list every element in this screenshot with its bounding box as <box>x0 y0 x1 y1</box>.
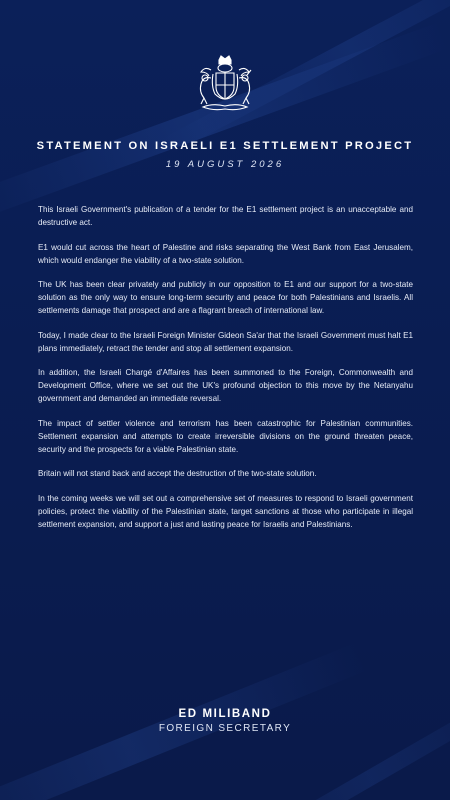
statement-paragraph: Britain will not stand back and accept the destruction of the two-state solution. <box>38 469 317 478</box>
statement-paragraph: This Israeli Government's publication of a tender for the E1 settlement project is an unacceptable and destructive act. <box>38 205 413 227</box>
statement-paragraph: The UK has been clear privately and publicly in our opposition to E1 and our support for a two-state solution as the only way to ensure long-term security and peace for both Palestinians and Israelis. All settlements damage that prospect and are a flagrant breach of international law. <box>38 280 413 315</box>
royal-coat-of-arms-icon <box>191 54 259 114</box>
statement-paragraph: The impact of settler violence and terrorism has been catastrophic for Palestinian communities. Settlement expansion and attempts to create irreversible divisions on the ground threaten peace, security and the prospects for a viable Palestinian state. <box>38 418 413 454</box>
signatory-role: FOREIGN SECRETARY <box>158 723 292 734</box>
statement-paragraph: E1 would cut across the heart of Palestine and risks separating the West Bank from East Jerusalem, which would endanger the viability of a two-state solution. <box>38 242 413 265</box>
statement-paragraph: Today, I made clear to the Israeli Foreign Minister Gideon Sa'ar that the Israeli Government must halt E1 plans immediately, retract the tender and stop all settlement expansion. <box>38 330 413 353</box>
signature-block <box>0 708 450 734</box>
statement-paragraph: In addition, the Israeli Chargé d'Affaires has been summoned to the Foreign, Commonwealth and Development Office, where we set out the UK's profound objection to this move by the Netanyahu government and demanded an immediate reversal. <box>38 368 413 403</box>
signatory-name: ED MILIBAND <box>178 708 272 720</box>
statement-body <box>38 203 413 542</box>
statement-paragraph: In the coming weeks we will set out a comprehensive set of measures to respond to Israeli government policies, protect the viability of the Palestinian state, target sanctions at those who participate in illegal settlement expansion, and support a just and lasting peace for Israelis and Palestinians. <box>38 493 413 529</box>
statement-date: 19 AUGUST 2026 <box>165 159 285 170</box>
statement-title: STATEMENT ON ISRAELI E1 SETTLEMENT PROJECT <box>36 140 414 152</box>
